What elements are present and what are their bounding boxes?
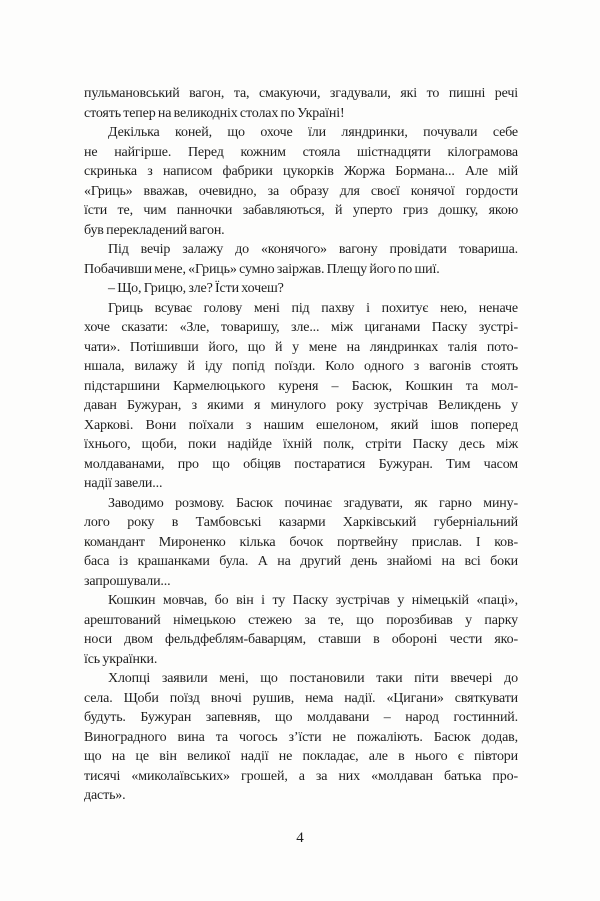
paragraph xyxy=(84,669,518,806)
text-line: «Гриць» вважав, очевидно, за образу для своєї конячої гордости xyxy=(84,183,518,199)
text-line: Виноградного вина та чогось з’їсти не пожаліють. Басюк додав, xyxy=(84,729,518,745)
paragraph xyxy=(84,591,518,669)
text-line: командант Мироненко кілька бочок портвейну прислав. І ков- xyxy=(84,534,518,550)
text-line: Хлопці заявили мені, що постановили таки піти ввечері до xyxy=(108,671,518,686)
text-line: баса із крашанками була. А на другий день знайомі на всі боки xyxy=(84,554,518,569)
text-line: запрошували... xyxy=(84,573,171,589)
paragraph xyxy=(84,494,518,592)
text-line: був перекладений вагон. xyxy=(84,222,225,238)
text-line: чати». Потішивши його, що й у мене на ляндринках талія пото- xyxy=(84,339,518,355)
text-line: дасть». xyxy=(84,788,126,803)
text-line: що на це він великої надії не покладає, але в нього є півтори xyxy=(84,749,518,764)
text-line: Гриць всуває голову мені під пахву і похитує нею, неначе xyxy=(108,300,518,316)
text-line: надії завели... xyxy=(84,476,163,491)
text-line: стоять тепер на великодніх столах по Україні! xyxy=(84,105,345,121)
text-line: – Що, Грицю, зле? Їсти хочеш? xyxy=(108,281,284,296)
paragraph xyxy=(84,123,518,240)
text-line: пульмановський вагон, та, смакуючи, згадували, які то пишні речі xyxy=(84,86,518,101)
text-line: не найгірше. Перед кожним стояла шістнадцяти кілограмова xyxy=(84,144,518,160)
text-line: Під вечір залажу до «конячого» вагону провідати товариша. xyxy=(108,242,518,257)
paragraph xyxy=(84,299,518,494)
paragraph xyxy=(84,279,518,299)
text-line: арештований німецькою стежею за те, що порозбивав у парку xyxy=(84,612,518,628)
text-line: їхнього, щоби, поки надійде їхній полк, стріти Паску десь між xyxy=(84,437,518,452)
text-line: лого року в Тамбовські казарми Харківський губерніальний xyxy=(84,515,518,530)
text-line: Заводимо розмову. Басюк починає згадувати, як гарно мину- xyxy=(108,495,518,511)
text-line: села. Щоби поїзд вночі рушив, нема надії. «Цигани» святкувати xyxy=(84,690,518,706)
text-line: носи двом фельдфеблям-баварцям, ставши в обороні чести яко- xyxy=(84,632,518,647)
text-line: хоче сказати: «Зле, товаришу, зле... між циганами Паску зустрі- xyxy=(84,320,518,335)
text-line: скринька з написом фабрики цукорків Жоржа Бормана... Але мій xyxy=(84,164,518,179)
text-line: даван Бужуран, з якими я минулого року зустрічав Великдень у xyxy=(84,398,518,413)
text-line: Декілька коней, що охоче їли ляндринки, почували себе xyxy=(108,125,518,140)
text-line: Побачивши мене, «Гриць» сумно заіржав. Плещу його по шиї. xyxy=(84,261,440,277)
paragraph xyxy=(84,84,518,123)
text-line: їсти те, чим панночки забавляються, й уперто гриз дошку, якою xyxy=(84,203,518,218)
page-number: 4 xyxy=(296,830,304,846)
text-column xyxy=(84,84,518,806)
text-line: ншала, вилажу й іду попід поїзди. Коло одного з вагонів стоять xyxy=(84,359,518,374)
text-line: їсь українки. xyxy=(84,651,158,667)
text-line: Харкові. Вони поїхали з нашим ешелоном, який ішов поперед xyxy=(84,417,518,433)
text-line: підстаршини Кармелюцького куреня – Басюк, Кошкин та мол- xyxy=(84,378,518,394)
text-line: Кошкин мовчав, бо він і ту Паску зустрічав у німецькій «паці», xyxy=(108,593,518,608)
text-line: тисячі «миколаївських» грошей, а за них «молдаван батька про- xyxy=(84,768,518,784)
text-line: будуть. Бужуран запевняв, що молдавани – народ гостинний. xyxy=(84,710,518,725)
text-line: молдаванами, про що обіцяв постаратися Бужуран. Тим часом xyxy=(84,456,518,472)
paragraph xyxy=(84,240,518,279)
